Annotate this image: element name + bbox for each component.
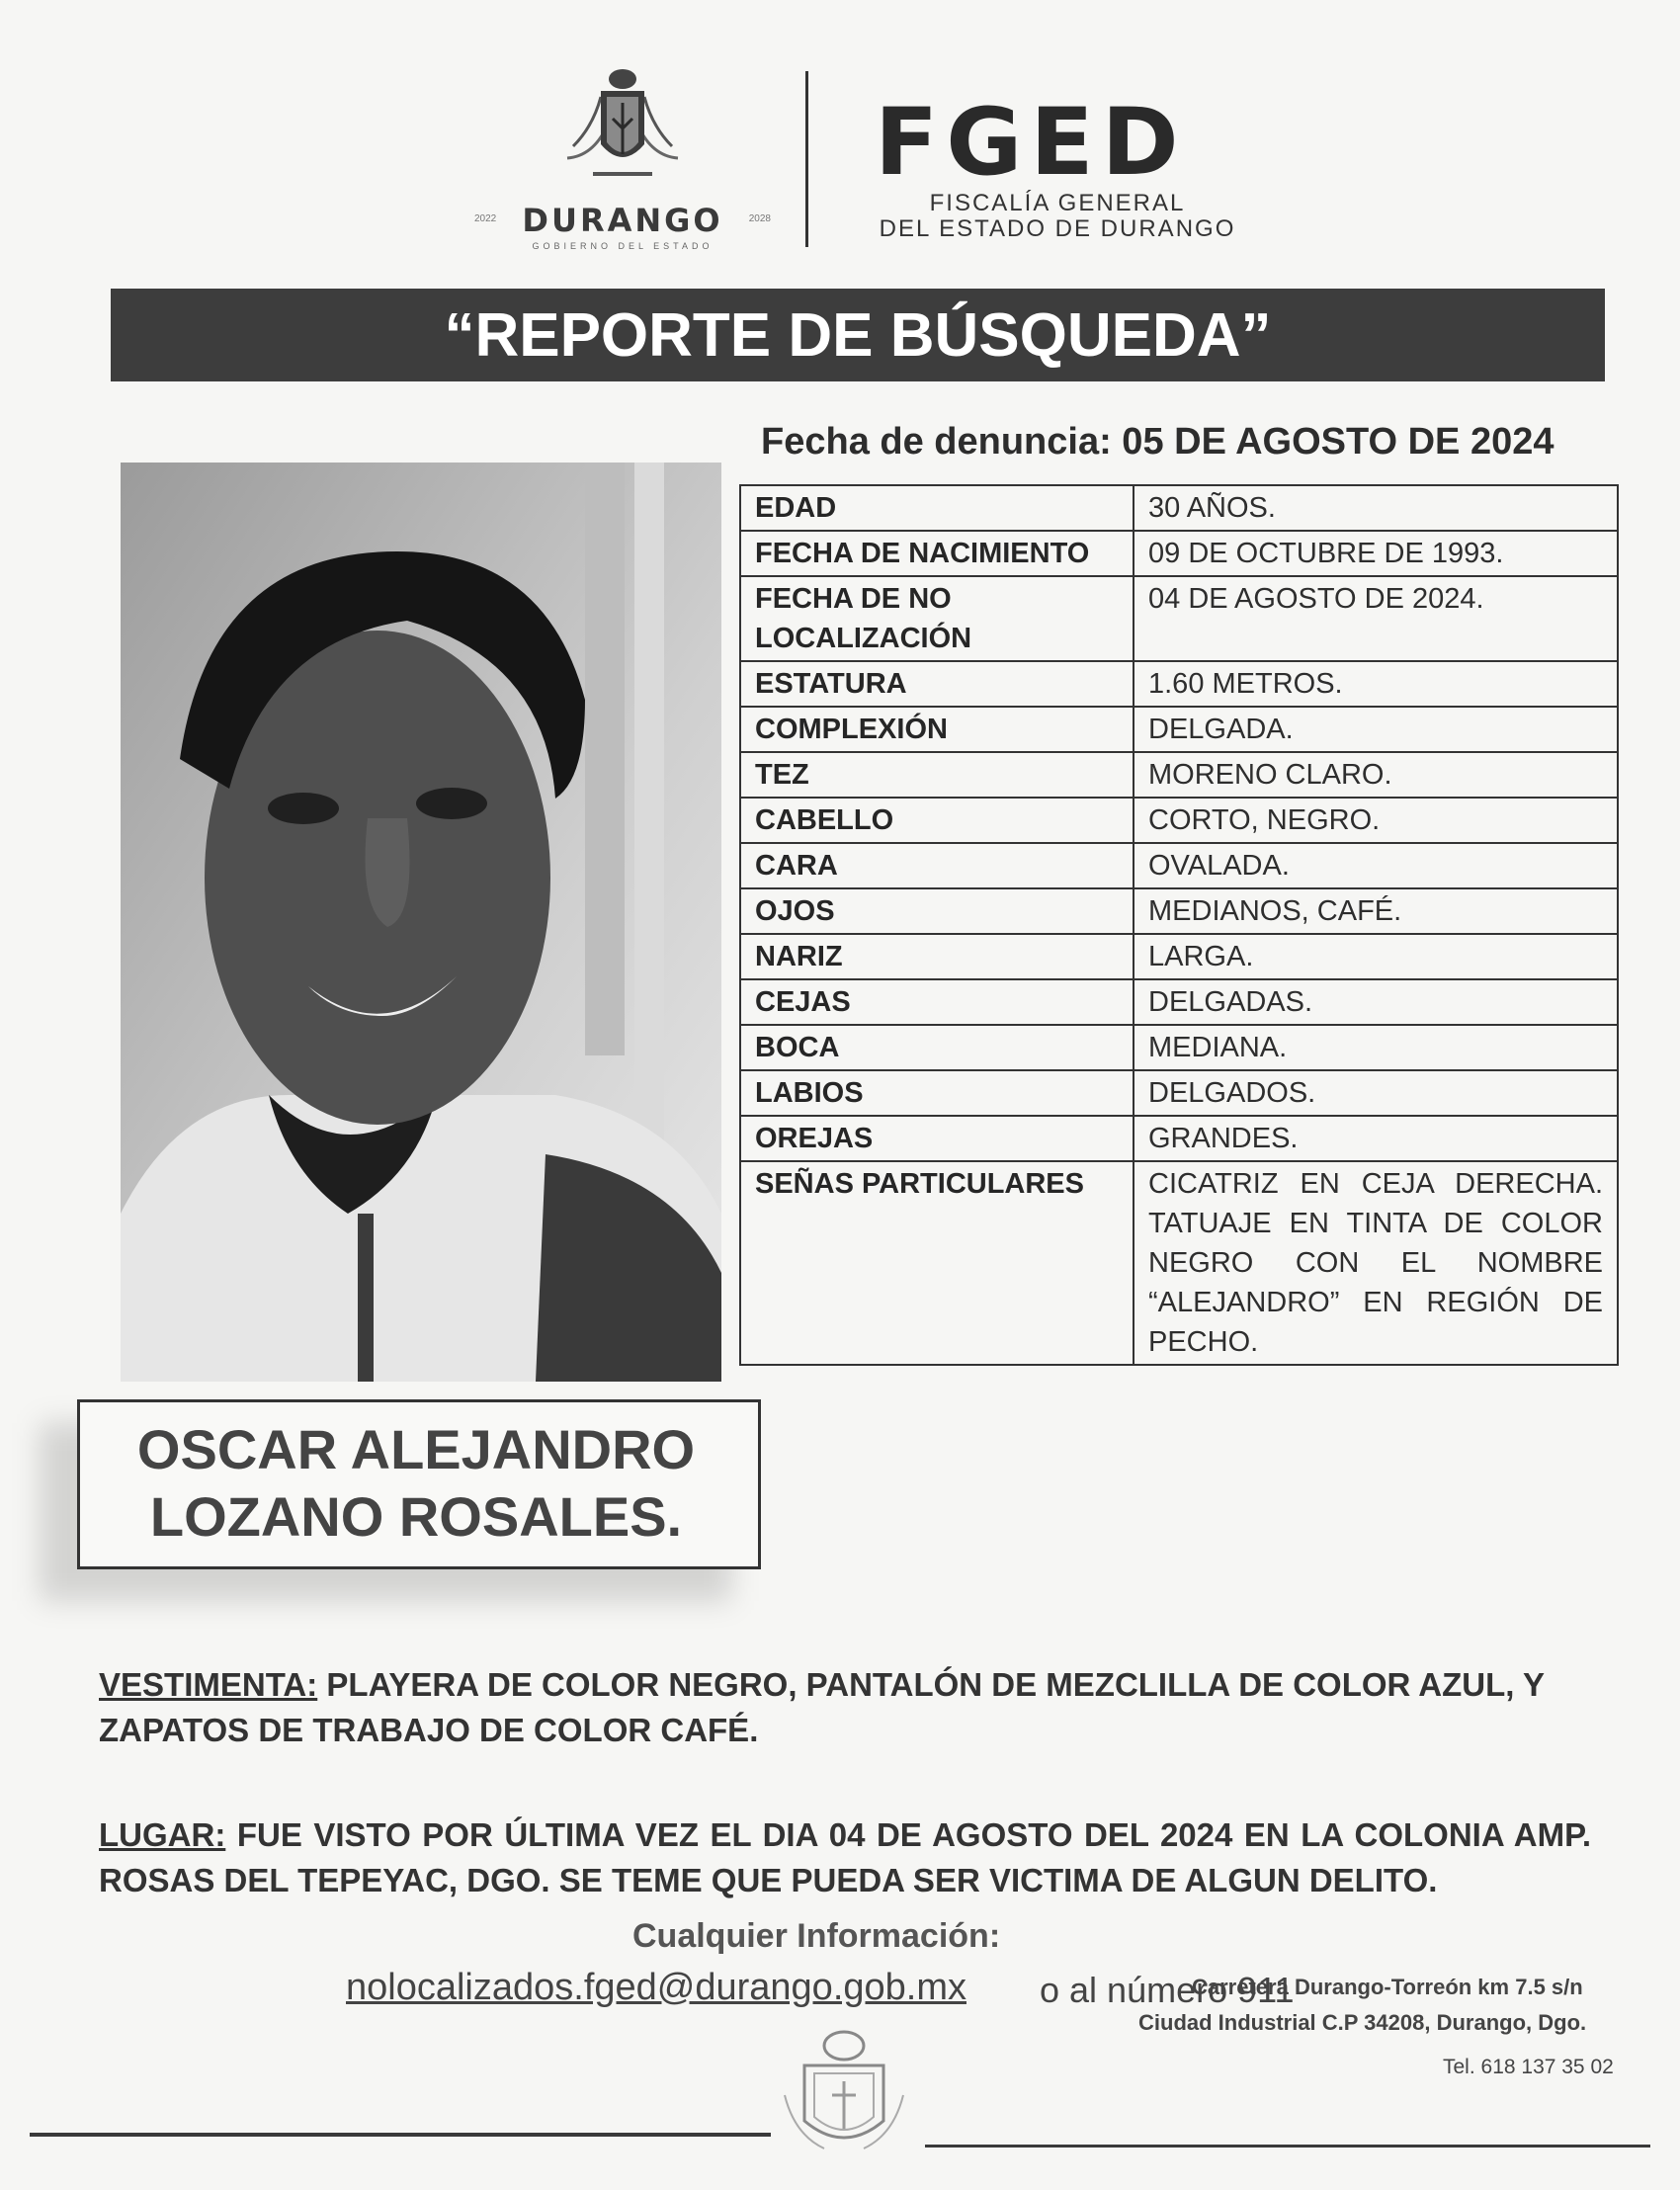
clothing-description — [99, 1662, 1601, 1753]
logo-year-left: 2022 — [474, 213, 497, 224]
value-age: 30 AÑOS. — [1134, 485, 1618, 531]
label-eyes: OJOS — [740, 888, 1134, 934]
table-row — [740, 531, 1618, 576]
footer-rule-right — [925, 2145, 1650, 2148]
report-title: “REPORTE DE BÚSQUEDA” — [444, 301, 1272, 370]
value-nose: LARGA. — [1134, 934, 1618, 979]
table-row — [740, 1025, 1618, 1070]
label-hair: CABELLO — [740, 798, 1134, 843]
footer-seal-icon — [775, 2026, 913, 2154]
table-row — [740, 1070, 1618, 1116]
office-phone: Tel. 618 137 35 02 — [1443, 2056, 1614, 2078]
person-name-line1: OSCAR ALEJANDRO — [136, 1418, 696, 1480]
clothing-heading: VESTIMENTA: — [99, 1666, 318, 1703]
logo-subtitle: GOBIERNO DEL ESTADO — [532, 241, 714, 251]
table-row — [740, 1161, 1618, 1365]
value-birth-date: 09 DE OCTUBRE DE 1993. — [1134, 531, 1618, 576]
table-row — [740, 798, 1618, 843]
table-row — [740, 576, 1618, 661]
label-distinguishing-marks: SEÑAS PARTICULARES — [740, 1161, 1134, 1365]
person-name-line2: LOZANO ROSALES. — [149, 1485, 683, 1548]
contact-email-link[interactable]: nolocalizados.fged@durango.gob.mx — [346, 1967, 966, 2008]
table-row — [740, 661, 1618, 707]
table-row — [740, 752, 1618, 798]
label-lips: LABIOS — [740, 1070, 1134, 1116]
header-divider — [805, 71, 808, 247]
value-face: OVALADA. — [1134, 843, 1618, 888]
value-distinguishing-marks: CICATRIZ EN CEJA DERECHA. TATUAJE EN TINTA DE COLOR NEGRO CON EL NOMBRE “ALEJANDRO” EN REGIÓN DE PECHO. — [1134, 1161, 1618, 1365]
value-ears: GRANDES. — [1134, 1116, 1618, 1161]
agency-acronym: FGED — [875, 89, 1187, 197]
label-birth-date: FECHA DE NACIMIENTO — [740, 531, 1134, 576]
contact-phone-number: o al número 911 — [1040, 1970, 1295, 2010]
label-nose: NARIZ — [740, 934, 1134, 979]
address-line2: Ciudad Industrial C.P 34208, Durango, Dgo. — [1138, 2010, 1587, 2035]
value-eyes: MEDIANOS, CAFÉ. — [1134, 888, 1618, 934]
value-height: 1.60 METROS. — [1134, 661, 1618, 707]
label-ears: OREJAS — [740, 1116, 1134, 1161]
label-eyebrows: CEJAS — [740, 979, 1134, 1025]
person-photo — [121, 463, 721, 1382]
durango-government-logo — [474, 67, 771, 251]
label-height: ESTATURA — [740, 661, 1134, 707]
person-name — [77, 1416, 755, 1551]
location-heading: LUGAR: — [99, 1816, 226, 1853]
table-row — [740, 707, 1618, 752]
location-description — [99, 1812, 1591, 1903]
value-mouth: MEDIANA. — [1134, 1025, 1618, 1070]
contact-heading: Cualquier Información: — [632, 1917, 1001, 1955]
details-table — [739, 484, 1619, 1366]
logo-durango-text: DURANGO — [522, 202, 723, 239]
address-line1: Carretera Durango-Torreón km 7.5 s/n — [1192, 1975, 1583, 1999]
value-eyebrows: DELGADAS. — [1134, 979, 1618, 1025]
table-row — [740, 934, 1618, 979]
label-build: COMPLEXIÓN — [740, 707, 1134, 752]
label-missing-date: FECHA DE NO LOCALIZACIÓN — [740, 576, 1134, 661]
label-age: EDAD — [740, 485, 1134, 531]
label-face: CARA — [740, 843, 1134, 888]
table-row — [740, 888, 1618, 934]
value-missing-date: 04 DE AGOSTO DE 2024. — [1134, 576, 1618, 661]
value-complexion: MORENO CLARO. — [1134, 752, 1618, 798]
table-row — [740, 485, 1618, 531]
table-row — [740, 1116, 1618, 1161]
label-complexion: TEZ — [740, 752, 1134, 798]
table-row — [740, 843, 1618, 888]
value-hair: CORTO, NEGRO. — [1134, 798, 1618, 843]
clothing-text: PLAYERA DE COLOR NEGRO, PANTALÓN DE MEZCLILLA DE COLOR AZUL, Y ZAPATOS DE TRABAJO DE COLOR CAFÉ. — [99, 1666, 1545, 1748]
person-photo-image — [121, 463, 721, 1382]
location-text: FUE VISTO POR ÚLTIMA VEZ EL DIA 04 DE AGOSTO DEL 2024 EN LA COLONIA AMP. ROSAS DEL TEPEYAC, DGO. SE TEME QUE PUEDA SER VICTIMA DE ALGUN DELITO. — [99, 1816, 1591, 1898]
complaint-date: Fecha de denuncia: 05 DE AGOSTO DE 2024 — [761, 421, 1554, 463]
table-row — [740, 979, 1618, 1025]
agency-name-line2: DEL ESTADO DE DURANGO — [879, 215, 1236, 242]
label-mouth: BOCA — [740, 1025, 1134, 1070]
value-lips: DELGADOS. — [1134, 1070, 1618, 1116]
footer-rule-left — [30, 2133, 771, 2137]
durango-crest-icon — [563, 67, 682, 194]
logo-year-right: 2028 — [748, 213, 771, 224]
value-build: DELGADA. — [1134, 707, 1618, 752]
agency-name-line1: FISCALÍA GENERAL — [929, 190, 1186, 216]
